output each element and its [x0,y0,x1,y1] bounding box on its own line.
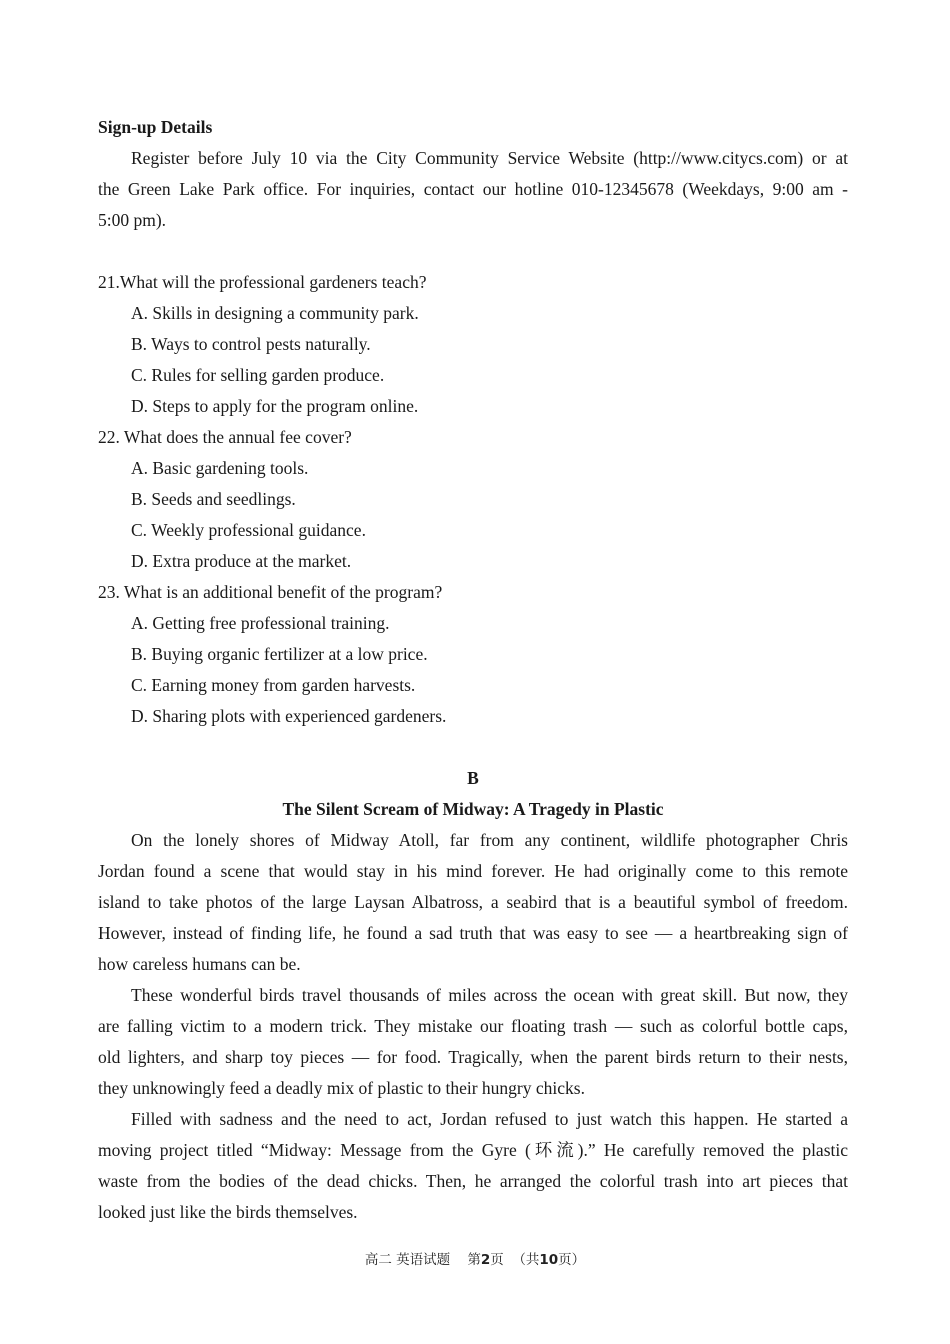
answer-option: B. Seeds and seedlings. [131,489,296,509]
footer-total-suffix: 页） [558,1252,586,1268]
paragraph-line: waste from the bodies of the dead chicks. Then, he arranged the colorful trash into art pieces that [98,1171,848,1191]
page-footer [0,1248,950,1268]
signup-heading: Sign-up Details [98,117,213,137]
paragraph-line: However, instead of finding life, he found a sad truth that was easy to see — a heartbreaking sign of [98,923,848,943]
question-23 [98,577,848,732]
question-21 [98,267,848,422]
answer-option: C. Earning money from garden harvests. [131,675,416,695]
spacer [98,732,848,763]
passage-paragraph-2 [98,980,848,1104]
signup-line: Register before July 10 via the City Community Service Website (http://www.citycs.com) or at [131,148,848,168]
passage-title: The Silent Scream of Midway: A Tragedy in Plastic [282,799,664,819]
paragraph-line: On the lonely shores of Midway Atoll, far from any continent, wildlife photographer Chris [131,830,848,850]
footer-page-number: 2 [480,1252,491,1268]
signup-line: 5:00 pm). [98,210,167,230]
passage-paragraph-1 [98,825,848,980]
paragraph-line: old lighters, and sharp toy pieces — for food. Tragically, when the parent birds return to their nests, [98,1047,848,1067]
paragraph-line: looked just like the birds themselves. [98,1202,358,1222]
answer-option: A. Basic gardening tools. [131,458,309,478]
section-label: B [467,768,479,788]
answer-option: B. Ways to control pests naturally. [131,334,371,354]
paragraph-line: they unknowingly feed a deadly mix of plastic to their hungry chicks. [98,1078,585,1098]
paragraph-line: These wonderful birds travel thousands of miles across the ocean with great skill. But now, they [131,985,848,1005]
answer-option: A. Skills in designing a community park. [131,303,419,323]
paragraph-line: how careless humans can be. [98,954,301,974]
answer-option: D. Sharing plots with experienced gardeners. [131,706,447,726]
paragraph-line: Filled with sadness and the need to act, Jordan refused to just watch this happen. He started a [131,1109,848,1129]
footer-total-prefix: （共 [512,1252,540,1268]
paragraph-line: moving project titled “Midway: Message from the Gyre (环流).” He carefully removed the plastic [98,1140,848,1160]
answer-option: C. Rules for selling garden produce. [131,365,385,385]
signup-line: the Green Lake Park office. For inquiries, contact our hotline 010-12345678 (Weekdays, 9:00 am - [98,179,848,199]
answer-option: A. Getting free professional training. [131,613,390,633]
spacer [98,236,848,267]
question-22 [98,422,848,577]
paragraph-line: Jordan found a scene that would stay in his mind forever. He had originally come to this remote [98,861,848,881]
footer-exam-name: 高二 英语试题 [364,1252,451,1268]
question-stem: 23. What is an additional benefit of the program? [98,582,443,602]
paragraph-line: island to take photos of the large Laysan Albatross, a seabird that is a beautiful symbol of freedom. [98,892,848,912]
answer-option: B. Buying organic fertilizer at a low price. [131,644,428,664]
paragraph-line: are falling victim to a modern trick. They mistake our floating trash — such as colorful bottle caps, [98,1016,848,1036]
answer-option: C. Weekly professional guidance. [131,520,366,540]
document-page [98,112,848,1228]
passage-paragraph-3 [98,1104,848,1228]
footer-total-pages: 10 [539,1252,559,1268]
question-stem: 21.What will the professional gardeners teach? [98,272,427,292]
footer-page-suffix: 页 [490,1252,504,1268]
answer-option: D. Extra produce at the market. [131,551,352,571]
answer-option: D. Steps to apply for the program online. [131,396,419,416]
footer-page-prefix: 第 [467,1252,481,1268]
question-stem: 22. What does the annual fee cover? [98,427,352,447]
